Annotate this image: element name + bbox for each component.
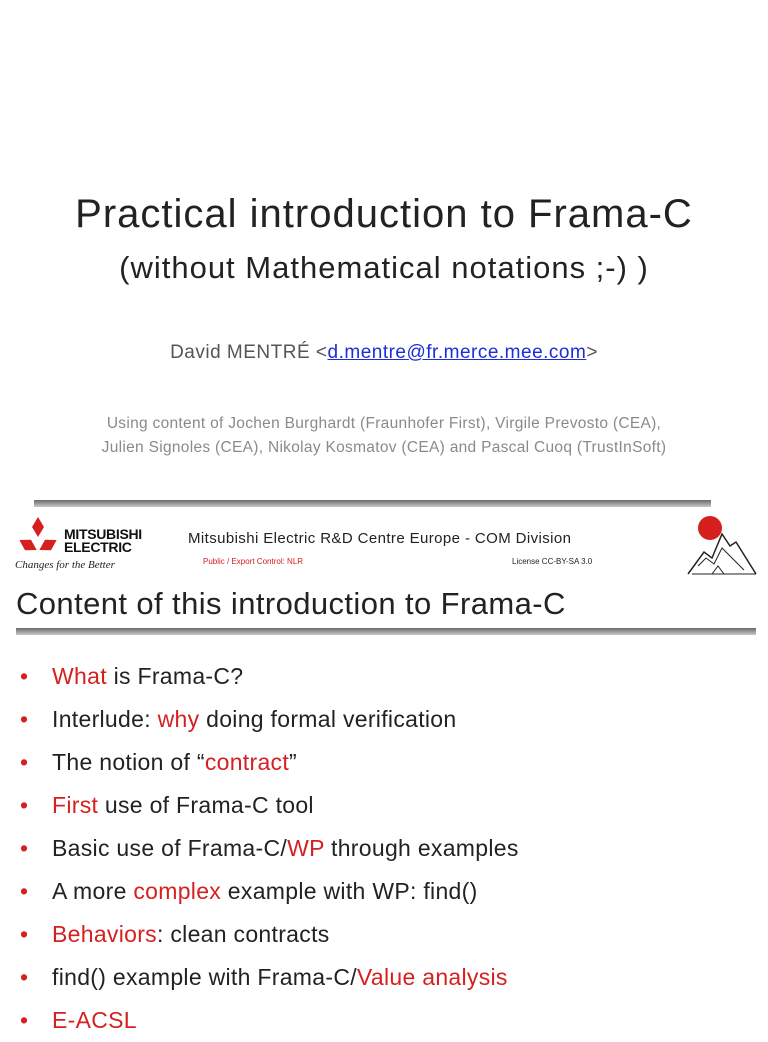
divider (34, 500, 711, 507)
bullet-item (20, 827, 519, 870)
bullet-pre: A more (52, 878, 134, 904)
bullet-dot-icon: • (20, 792, 29, 818)
bullet-hl: E-ACSL (52, 1007, 137, 1033)
bullet-dot-icon: • (20, 706, 29, 732)
bullet-hl: First (52, 792, 99, 818)
bullet-dot-icon: • (20, 749, 29, 775)
credits-line-1: Using content of Jochen Burghardt (Fraunhofer First), Virgile Prevosto (CEA), (106, 415, 662, 432)
bullet-pre: The notion of “ (52, 749, 205, 775)
bullet-dot-icon: • (20, 878, 29, 904)
bullet-item (20, 741, 519, 784)
logo-tagline: Changes for the Better (15, 559, 115, 571)
bullet-post: : clean contracts (156, 921, 330, 947)
bullet-dot-icon: • (20, 921, 29, 947)
bullet-hl: Value analysis (356, 964, 508, 990)
bullet-item (20, 956, 519, 999)
bullet-post: is Frama-C? (106, 663, 244, 689)
bullet-item (20, 870, 519, 913)
bullet-pre: find() example with Frama-C/ (52, 964, 357, 990)
bullet-dot-icon: • (20, 835, 29, 861)
slide-subtitle: (without Mathematical notations ;-) ) (119, 250, 649, 285)
bullet-hl: contract (204, 749, 290, 775)
bullet-dot-icon: • (20, 1007, 29, 1033)
bullet-item (20, 913, 519, 956)
bullet-post: doing formal verification (199, 706, 457, 732)
credits-line-2: Julien Signoles (CEA), Nikolay Kosmatov (CEA) and Pascal Cuoq (TrustInSoft) (101, 439, 667, 456)
bullet-hl: WP (287, 835, 325, 861)
division-name: Mitsubishi Electric R&D Centre Europe - COM Division (188, 530, 572, 547)
bullet-hl: complex (133, 878, 222, 904)
three-diamonds-icon (14, 517, 62, 557)
bullet-hl: Behaviors (52, 921, 157, 947)
title-underline (16, 628, 756, 635)
bullet-item (20, 999, 519, 1042)
bullet-post: through examples (324, 835, 519, 861)
slide-title: Practical introduction to Frama-C (75, 192, 693, 236)
bullet-hl: What (52, 663, 107, 689)
author-email-link[interactable]: d.mentre@fr.merce.mee.com (327, 342, 587, 363)
bullet-dot-icon: • (20, 964, 29, 990)
bullet-pre: Basic use of Frama-C/ (52, 835, 288, 861)
bullet-hl: why (157, 706, 200, 732)
bullet-item (20, 698, 519, 741)
export-control-label: Public / Export Control: NLR (203, 557, 304, 566)
logo-line-2: ELECTRIC (64, 539, 132, 555)
mountain-sun-icon (684, 512, 760, 578)
author-line (0, 342, 768, 364)
logo-line-1: MITSUBISHI (64, 526, 142, 542)
license-label: License CC-BY-SA 3.0 (512, 557, 593, 566)
bullet-item (20, 655, 519, 698)
content-title: Content of this introduction to Frama-C (16, 586, 566, 621)
author-close: > (586, 342, 598, 363)
bullet-post: example with WP: find() (221, 878, 478, 904)
bullet-list (20, 655, 519, 1042)
bullet-item (20, 784, 519, 827)
bullet-post: use of Frama-C tool (98, 792, 314, 818)
logo-wordmark (64, 528, 142, 554)
bullet-dot-icon: • (20, 663, 29, 689)
author-name: David MENTRÉ < (170, 342, 328, 363)
bullet-post: ” (289, 749, 297, 775)
bullet-pre: Interlude: (52, 706, 158, 732)
mitsubishi-logo (14, 517, 164, 575)
credits (0, 412, 768, 460)
